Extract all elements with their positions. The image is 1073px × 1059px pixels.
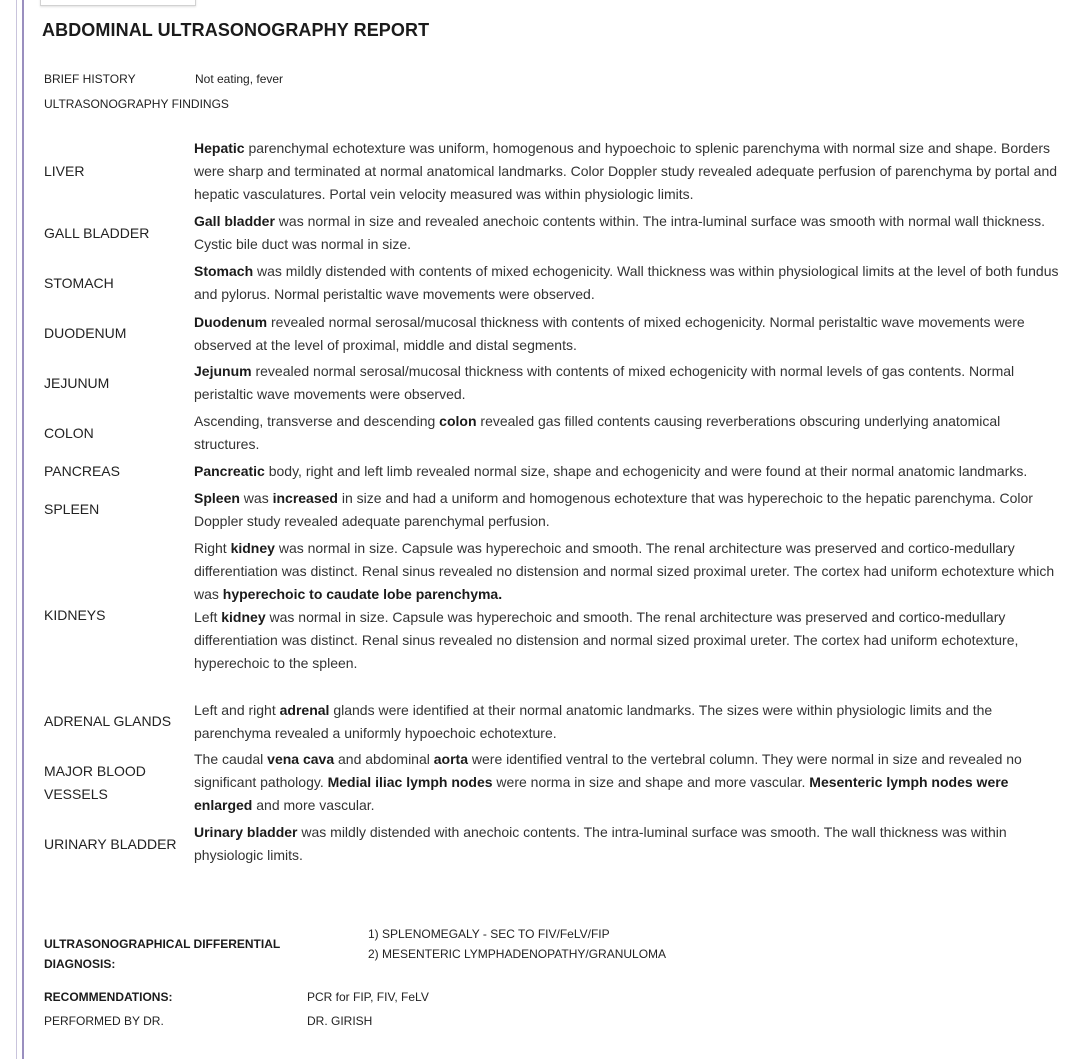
finding-duodenum: Duodenum revealed normal serosal/mucosal thickness with contents of mixed echogenicity. Normal peristaltic wave movements were observed at the level of proximal, middle and distal segments. [194, 314, 1025, 353]
finding-urinary-bladder: Urinary bladder was mildly distended with anechoic contents. The intra-luminal surface was smooth. The wall thickness was within physiologic limits. [194, 824, 1007, 863]
finding-adrenal-glands: Left and right adrenal glands were identified at their normal anatomic landmarks. The sizes were within physiologic limits and the parenchyma revealed a uniformly hypoechoic echotexture. [194, 702, 993, 741]
differential-item-1: 1) SPLENOMEGALY - SEC TO FIV/FeLV/FIP [368, 927, 610, 941]
differential-diagnosis-label: ULTRASONOGRAPHICAL DIFFERENTIAL DIAGNOSIS: [44, 937, 281, 971]
finding-gall-bladder: Gall bladder was normal in size and revealed anechoic contents within. The intra-luminal surface was smooth with normal wall thickness. Cystic bile duct was normal in size. [194, 213, 1046, 252]
finding-jejunum: Jejunum revealed normal serosal/mucosal thickness with contents of mixed echogenicity with normal levels of gas contents. Normal peristaltic wave movements were observed. [194, 363, 1015, 402]
finding-colon: Ascending, transverse and descending colon revealed gas filled contents causing reverberations obscuring underlying anatomical structures. [194, 413, 1001, 452]
organ-label-major-blood-vessels: MAJOR BLOOD VESSELS [44, 763, 146, 802]
recommendations-label: RECOMMENDATIONS: [44, 990, 173, 1004]
recommendations-value: PCR for FIP, FIV, FeLV [307, 990, 429, 1004]
findings-heading: ULTRASONOGRAPHY FINDINGS [44, 97, 229, 111]
finding-stomach: Stomach was mildly distended with contents of mixed echogenicity. Wall thickness was within physiological limits at the level of both fundus and pylorus. Normal peristaltic wave movements were observed. [194, 263, 1059, 302]
organ-label-liver: LIVER [44, 163, 85, 179]
brief-history-label: BRIEF HISTORY [44, 72, 136, 86]
header-box-fragment [40, 0, 196, 6]
organ-label-spleen: SPLEEN [44, 501, 100, 517]
finding-kidney-left: Left kidney was normal in size. Capsule was hyperechoic and smooth. The renal architecture was preserved and cortico-medullary differentiation was distinct. Renal sinus revealed no distension and normal sized proximal ureter. The cortex had uniform echotexture, hyperechoic to the spleen. [194, 609, 1019, 671]
organ-label-gall-bladder: GALL BLADDER [44, 225, 150, 241]
differential-diagnosis-list [368, 924, 666, 964]
organ-label-duodenum: DUODENUM [44, 325, 127, 341]
finding-kidney-right: Right kidney was normal in size. Capsule was hyperechoic and smooth. The renal architecture was preserved and cortico-medullary differentiation was distinct. Renal sinus revealed no distension and normal sized proximal ureter. The cortex had uniform echotexture which was hyperechoic to caudate lobe parenchyma. [194, 540, 1055, 602]
report-title: ABDOMINAL ULTRASONOGRAPHY REPORT [42, 20, 430, 40]
organ-label-jejunum: JEJUNUM [44, 375, 110, 391]
organ-label-pancreas: PANCREAS [44, 463, 120, 479]
organ-label-stomach: STOMACH [44, 275, 114, 291]
organ-label-colon: COLON [44, 425, 94, 441]
organ-label-kidneys: KIDNEYS [44, 607, 106, 623]
performed-by-label: PERFORMED BY DR. [44, 1014, 164, 1028]
differential-item-2: 2) MESENTERIC LYMPHADENOPATHY/GRANULOMA [368, 947, 667, 961]
left-margin-rule-outer [16, 0, 17, 1059]
organ-label-adrenal-glands: ADRENAL GLANDS [44, 713, 172, 729]
finding-spleen: Spleen was increased in size and had a uniform and homogenous echotexture that was hyperechoic to the hepatic parenchyma. Color Doppler study revealed adequate parenchymal perfusion. [194, 490, 1033, 529]
finding-kidneys [194, 537, 1066, 675]
performed-by-value: DR. GIRISH [307, 1014, 373, 1028]
organ-label-urinary-bladder: URINARY BLADDER [44, 836, 177, 852]
left-margin-rule-inner [22, 0, 24, 1059]
finding-pancreas: Pancreatic body, right and left limb revealed normal size, shape and echogenicity and were found at their normal anatomic landmarks. [194, 463, 1028, 479]
brief-history-value: Not eating, fever [195, 72, 284, 86]
finding-major-blood-vessels: The caudal vena cava and abdominal aorta were identified ventral to the vertebral column. They were normal in size and revealed no significant pathology. Medial iliac lymph nodes were norma in size and shape and more vascular. Mesenteric lymph nodes were enlarged and more vascular. [194, 751, 1022, 813]
finding-liver: Hepatic parenchymal echotexture was uniform, homogenous and hypoechoic to splenic parenchyma with normal size and shape. Borders were sharp and terminated at normal anatomical landmarks. Color Doppler study revealed adequate perfusion of parenchyma by portal and hepatic vasculatures. Portal vein velocity measured was within physiologic limits. [194, 140, 1058, 202]
